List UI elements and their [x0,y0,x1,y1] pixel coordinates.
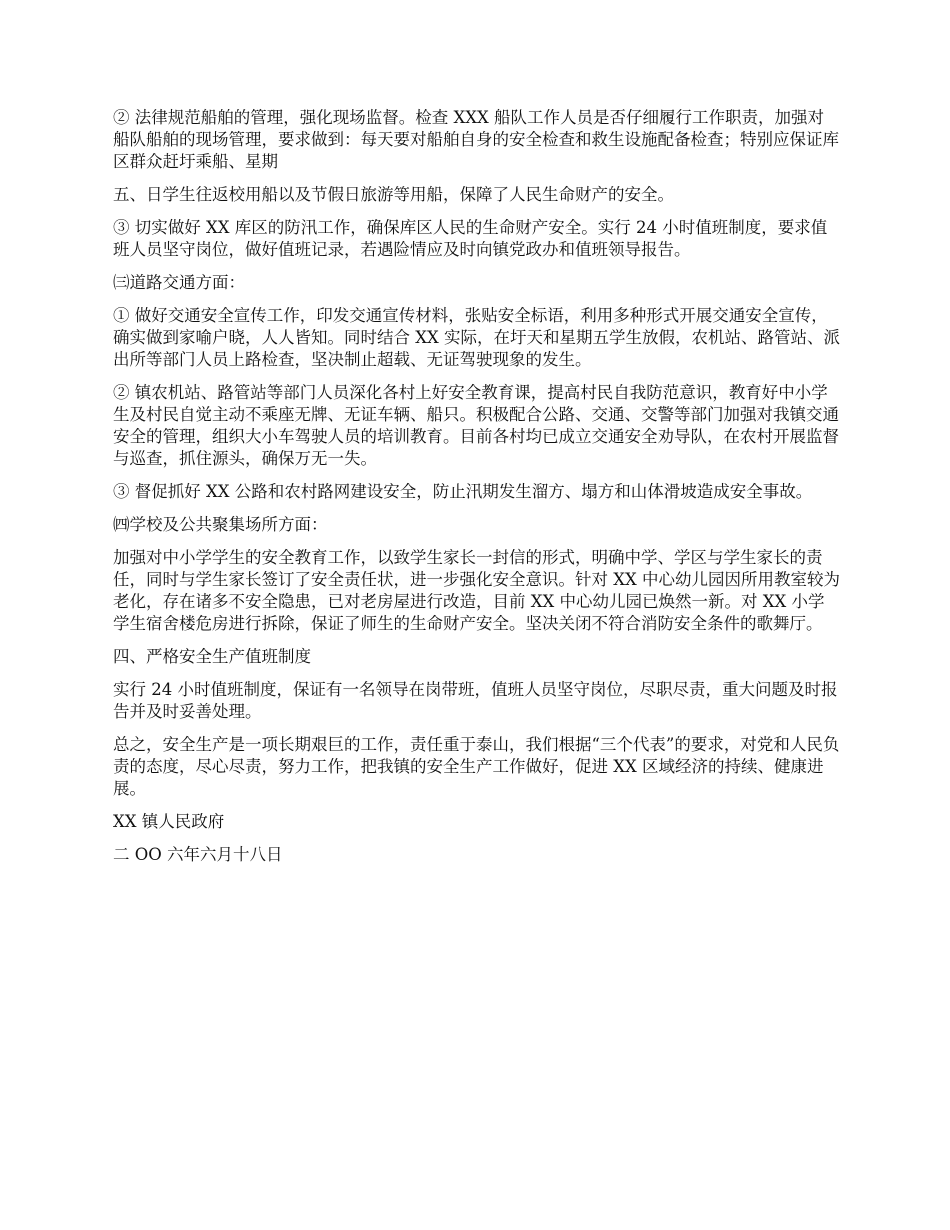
paragraph-ship-safety-result: 五、日学生往返校用船以及节假日旅游等用船，保障了人民生命财产的安全。 [113,185,674,204]
paragraph-road-construction: ③ 督促抓好 XX 公路和农村路网建设安全，防止汛期发生溜方、塌方和山体滑坡造成安全事故。 [113,482,813,501]
paragraph-conclusion: 总之，安全生产是一项长期艰巨的工作，责任重于泰山，我们根据“三个代表”的要求，对党和人民负责的态度，尽心尽责，努力工作，把我镇的安全生产工作做好，促进 XX 区域经济的持续、健康进展。 [113,735,840,798]
paragraph-flood-prevention: ③ 切实做好 XX 库区的防汛工作，确保库区人民的生命财产安全。实行 24 小时值班制度，要求值班人员坚守岗位，做好值班记录，若遇险情应及时向镇党政办和值班领导报告。 [113,218,828,259]
paragraph-school-safety: 加强对中小学学生的安全教育工作，以致学生家长一封信的形式，明确中学、学区与学生家长的责任，同时与学生家长签订了安全责任状，进一步强化安全意识。针对 XX 中心幼儿园因所用教室较为老化，存在诸多不安全隐患，已对老房屋进行改造，目前 XX 中心幼儿园已焕然一新。对 XX 小学学生宿舍楼危房进行拆除，保证了师生的生命财产安全。坚决关闭不符合消防安全条件的歌舞厅。 [113,548,840,633]
signature-date: 二 OO 六年六月十八日 [113,845,283,864]
section-heading-road-traffic: ㈢道路交通方面： [113,273,245,292]
paragraph-traffic-education: ② 镇农机站、路管站等部门人员深化各村上好安全教育课，提高村民自我防范意识，教育好中小学生及村民自觉主动不乘座无牌、无证车辆、船只。积极配合公路、交通、交警等部门加强对我镇交通安全的管理，组织大小车驾驶人员的培训教育。目前各村均已成立交通安全劝导队，在农村开展监督与巡查，抓住源头，确保万无一失。 [113,383,839,468]
paragraph-ship-supervision: ② 法律规范船舶的管理，强化现场监督。检查 XXX 船队工作人员是否仔细履行工作职责，加强对船队船舶的现场管理，要求做到：每天要对船舶自身的安全检查和救生设施配备检查；特别应保证库区群众赶圩乘船、星期 [113,108,839,171]
section-heading-duty-system: 四、严格安全生产值班制度 [113,647,311,666]
paragraph-traffic-publicity: ① 做好交通安全宣传工作，印发交通宣传材料，张贴安全标语，利用多种形式开展交通安全宣传，确实做到家喻户晓，人人皆知。同时结合 XX 实际，在圩天和星期五学生放假，农机站、路管站、派出所等部门人员上路检查，坚决制止超载、无证驾驶现象的发生。 [113,306,840,369]
section-heading-schools-public-places: ㈣学校及公共聚集场所方面： [113,515,328,534]
signature-organization: XX 镇人民政府 [113,812,225,831]
document-body [113,107,840,877]
paragraph-duty-system: 实行 24 小时值班制度，保证有一名领导在岗带班，值班人员坚守岗位，尽职尽责，重大问题及时报告并及时妥善处理。 [113,680,838,721]
